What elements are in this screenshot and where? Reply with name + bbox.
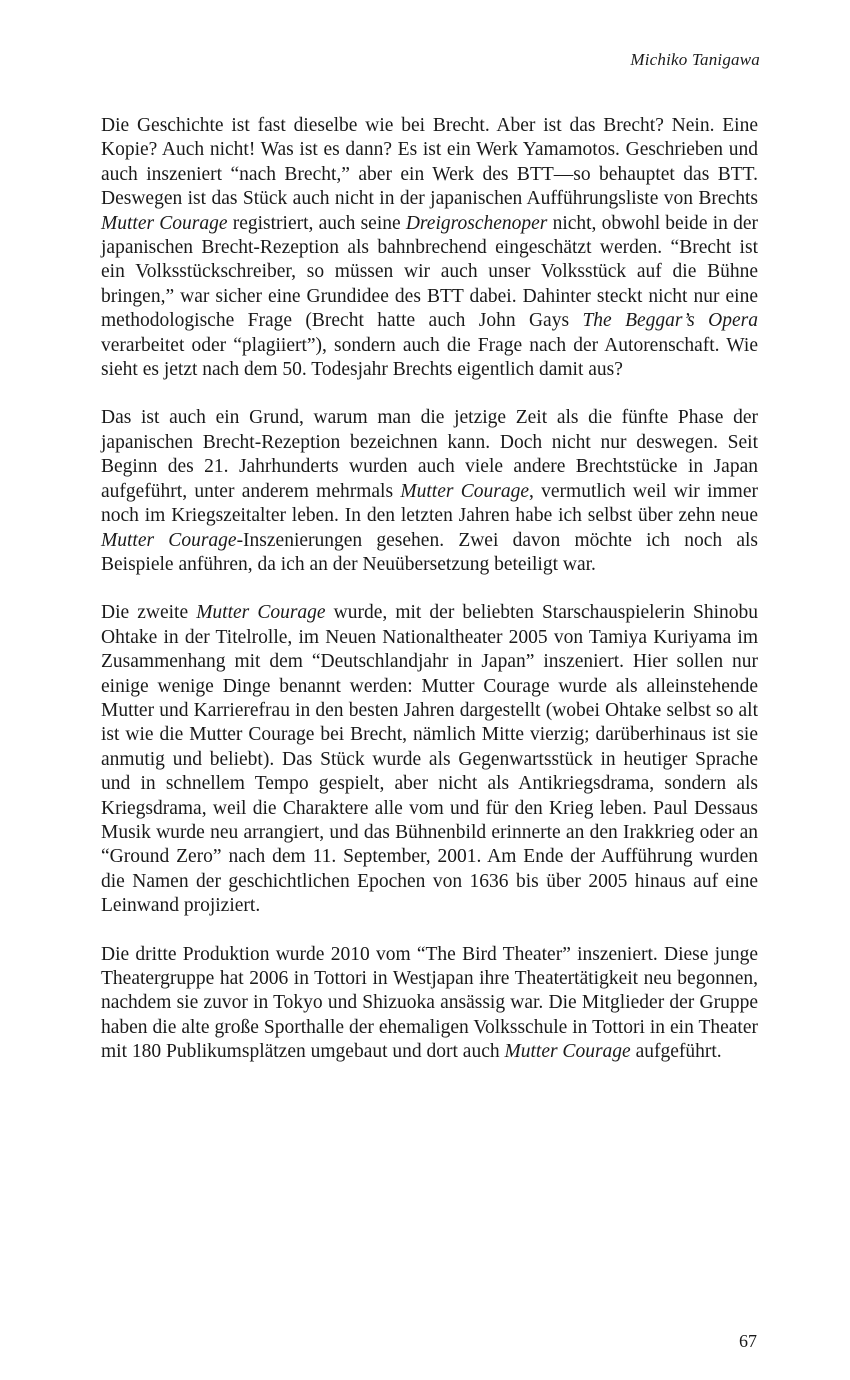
page-number: 67 bbox=[739, 1331, 757, 1351]
text-segment: -Inszenierungen gesehen. Zwei davon möchte ich noch als Beispiele anführen, da ich an der Neuübersetzung beteiligt war. bbox=[101, 529, 758, 575]
italic-title: Mutter Courage bbox=[400, 480, 529, 502]
italic-title: Dreigroschenoper bbox=[405, 212, 548, 234]
paragraph-3 bbox=[101, 601, 758, 918]
text-segment: aufgeführt. bbox=[630, 1041, 722, 1063]
italic-title: Mutter Courage bbox=[196, 602, 326, 624]
paragraph-2 bbox=[101, 406, 758, 577]
text-segment: registriert, auch seine bbox=[227, 212, 406, 234]
body-text bbox=[101, 114, 758, 1089]
text-segment: , vermutlich weil wir immer noch im Kriegszeitalter leben. In den letzten Jahren habe ich selbst über zehn neue bbox=[101, 480, 758, 527]
paragraph-4 bbox=[101, 943, 758, 1065]
running-head: Michiko Tanigawa bbox=[630, 50, 760, 69]
italic-title: Mutter Courage bbox=[101, 212, 228, 234]
paragraph-1 bbox=[101, 114, 758, 382]
text-segment: Die Geschichte ist fast dieselbe wie bei Brecht. Aber ist das Brecht? Nein. Eine Kopie? Auch nicht! Was ist es dann? Es ist ein Werk Yamamotos. Geschrieben und auch inszeniert “nach Brecht,” aber ein Werk des BTT—so behauptet das BTT. Deswegen ist das Stück auch nicht in der japanischen Aufführungsliste von Brechts bbox=[101, 115, 758, 210]
text-segment: verarbeitet oder “plagiiert”), sondern auch die Frage nach der Autorenschaft. Wie sieht es jetzt nach dem 50. Todesjahr Brechts eigentlich damit aus? bbox=[101, 334, 758, 381]
text-segment: Die zweite bbox=[101, 602, 197, 624]
text-segment: wurde, mit der beliebten Starschauspielerin Shinobu Ohtake in der Titelrolle, im Neuen Nationaltheater 2005 von Tamiya Kuriyama im Zusammenhang mit dem “Deutschlandjahr in Japan” inszeniert. Hier sollen nur einige wenige Dinge benannt werden: Mutter Courage wurde als alleinstehende Mutter und Karrierefrau in den besten Jahren dargestellt (wobei Ohtake selbst so alt ist wie die Mutter Courage bei Brecht, nämlich Mitte vierzig; darüberhinaus ist sie anmutig und beliebt). Das Stück wurde als Gegenwartsstück in heutiger Sprache und in schnellem Tempo gespielt, aber nicht als Antikriegsdrama, sondern als Kriegsdrama, weil die Charaktere alle vom und für den Krieg leben. Paul Dessaus Musik wurde neu arrangiert, und das Bühnenbild erinnerte an den Irakkrieg oder an “Ground Zero” nach dem 11. September, 2001. Am Ende der Aufführung wurden die Namen der geschichtlichen Epochen von 1636 bis über 2005 hinaus auf eine Leinwand projiziert. bbox=[101, 602, 758, 917]
italic-title: Mutter Courage bbox=[504, 1041, 631, 1063]
italic-title: Mutter Courage bbox=[101, 529, 237, 551]
text-segment: Die dritte Produktion wurde 2010 vom “The Bird Theater” inszeniert. Diese junge Theatergruppe hat 2006 in Tottori in Westjapan ihre Theatertätigkeit neu begonnen, nachdem sie zuvor in Tokyo und Shizuoka ansässig war. Die Mitglieder der Gruppe haben die alte große Sporthalle der ehemaligen Volksschule in Tottori in ein Theater mit 180 Publikumsplätzen umgebaut und dort auch bbox=[101, 943, 758, 1063]
text-segment: nicht, obwohl beide in der japanischen Brecht-Rezeption als bahnbrechend eingeschätzt werden. “Brecht ist ein Volksstückschreiber, so müssen wir auch unser Volksstück auf die Bühne bringen,” war sicher eine Grundidee des BTT dabei. Dahinter steckt nicht nur eine methodologische Frage (Brecht hatte auch John Gays bbox=[101, 212, 758, 332]
text-segment: Das ist auch ein Grund, warum man die jetzige Zeit als die fünfte Phase der japanischen Brecht-Rezeption bezeichnen kann. Doch nicht nur deswegen. Seit Beginn des 21. Jahrhunderts wurden auch viele andere Brechtstücke in Japan aufgeführt, unter anderem mehrmals bbox=[101, 407, 758, 502]
italic-title: The Beggar’s Opera bbox=[582, 310, 758, 332]
